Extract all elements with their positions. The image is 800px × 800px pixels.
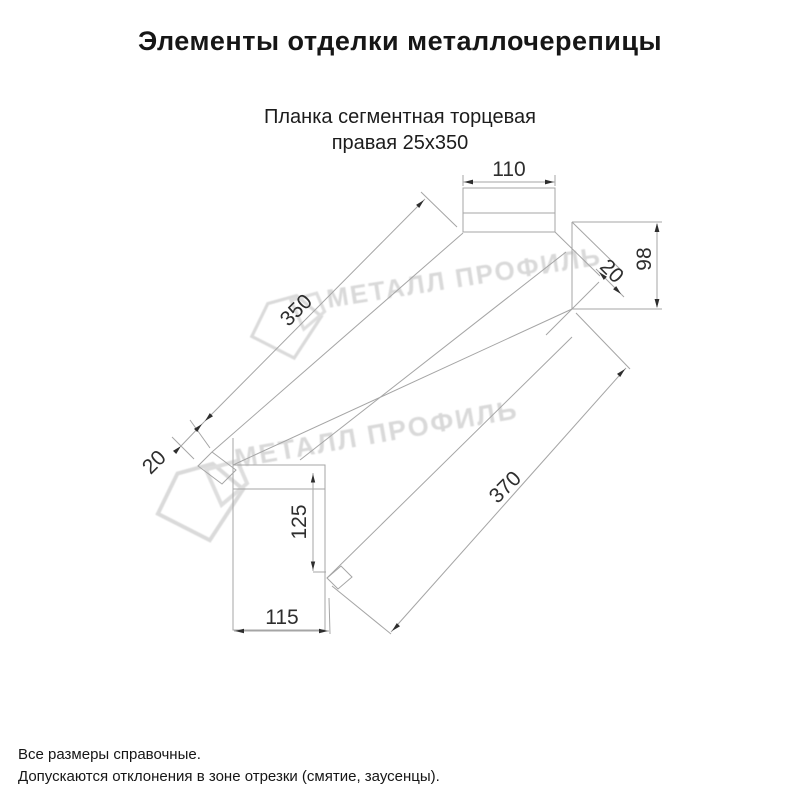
product-subtitle-line1: Планка сегментная торцевая [263,106,537,128]
dim-370-lines [332,313,630,634]
page-title: Элементы отделки металлочерепицы [137,26,663,56]
watermark-text: МЕТАЛЛ ПРОФИЛЬ [324,240,604,314]
footnote-line1: Все размеры справочные. [18,746,201,763]
footnote-line2: Допускаются отклонения в зоне отрезки (смятие, заусенцы). [18,768,440,785]
product-subtitle [0,104,800,156]
dim-bottom-tab-width-label: 115 [265,606,299,629]
strip-edge-lines [212,233,572,578]
footnotes [18,744,440,788]
dim-second-strip-length-label: 370 [484,466,526,508]
dim-main-strip-length-label: 350 [275,289,317,331]
dim-left-hem-label: 20 [137,445,171,479]
watermark-text: МЕТАЛЛ ПРОФИЛЬ [232,394,521,474]
dim-right-tab-height-label: 98 [633,247,656,271]
top-tab-outline [463,188,555,232]
product-subtitle-line2: правая 25х350 [331,132,469,154]
left-hem-outline [172,437,236,484]
dimension-arrows [173,180,659,634]
dim-350-lines [181,192,457,448]
dim-bottom-tab-height-label: 125 [288,504,311,540]
dim-top-tab-width-label: 110 [492,158,526,181]
dim-right-hem-label: 20 [595,254,629,288]
dim-125-lines [313,473,326,572]
